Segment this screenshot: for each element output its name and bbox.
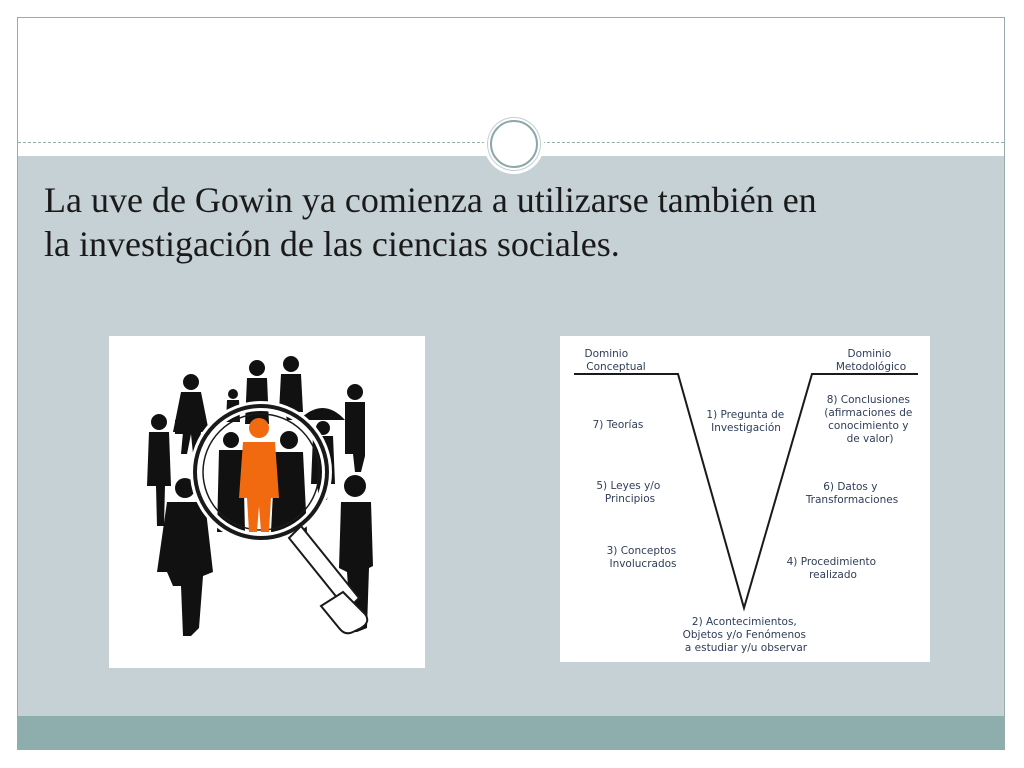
dominio-conceptual-label: Dominio Conceptual: [584, 348, 646, 373]
dominio-metodologico-label: Dominio Metodológico: [835, 348, 907, 373]
gowin-vee-diagram: [560, 336, 930, 662]
procedimiento-label: 4) Procedimiento realizado: [786, 556, 877, 581]
vee-diagram-svg: [560, 336, 930, 662]
leyes-label: 5) Leyes y/o Principios: [596, 480, 661, 505]
decorative-ring-icon: [484, 114, 544, 174]
slide-title: [44, 178, 964, 266]
pregunta-label: 1) Pregunta de Investigación: [706, 409, 785, 434]
conclusiones-label: 8) Conclusiones (afirmaciones de conocimiento y de valor): [824, 394, 913, 445]
magnifying-glass-crowd-icon: [109, 336, 425, 668]
teorias-label: 7) Teorías: [592, 419, 644, 431]
footer-band: [18, 716, 1004, 750]
conceptos-label: 3) Conceptos Involucrados: [606, 545, 677, 570]
title-line-1: La uve de Gowin ya comienza a utilizarse también en: [44, 180, 817, 220]
acontecimientos-label: 2) Acontecimientos, Objetos y/o Fenómenos a estudiar y/u observar: [682, 616, 808, 654]
crowd-magnifier-image: [109, 336, 425, 668]
datos-label: 6) Datos y Transformaciones: [805, 481, 899, 506]
title-line-2: la investigación de las ciencias sociales.: [44, 224, 620, 264]
